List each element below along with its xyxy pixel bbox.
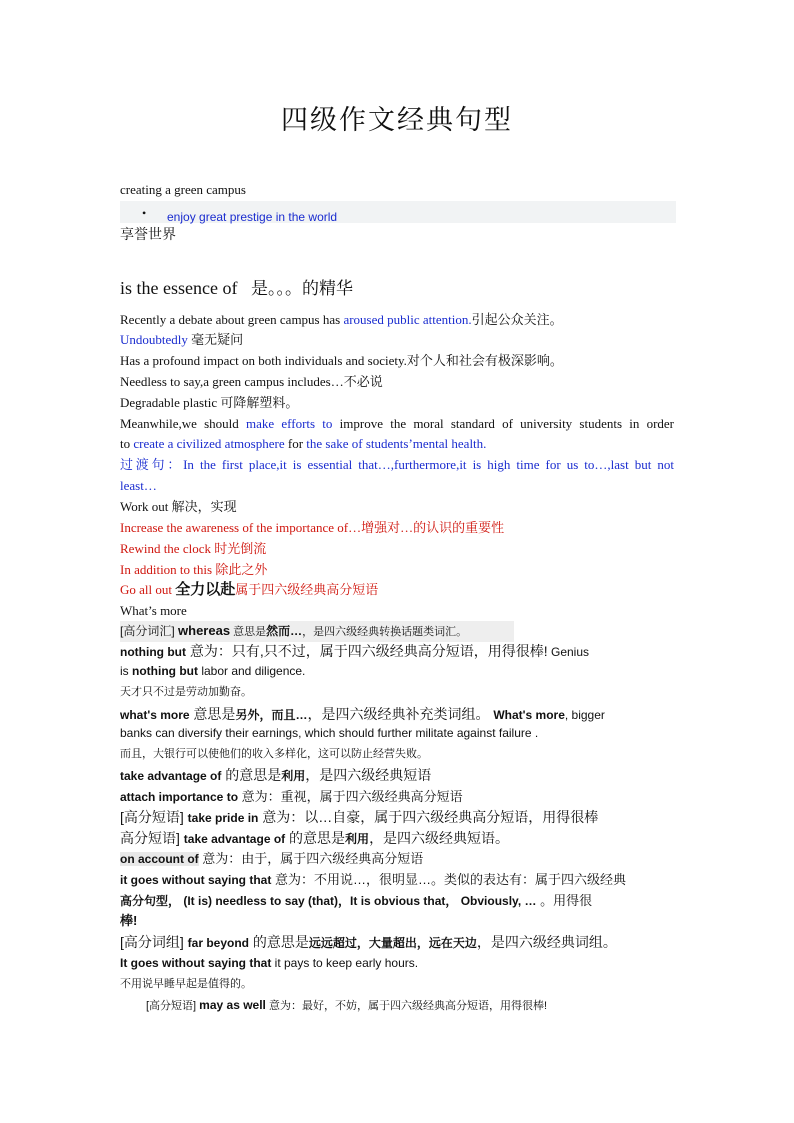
text-line: Work out 解决，实现 — [120, 499, 237, 514]
text-line: [高分词汇] whereas 意思是然而…，是四六级经典转换话题类词汇。 — [120, 621, 514, 642]
bullet-dot-icon: • — [142, 206, 147, 220]
text-line: take advantage of 的意思是利用，是四六级经典短语 — [120, 767, 432, 783]
text-line: 而且，大银行可以使他们的收入多样化，这可以防止经营失败。 — [120, 748, 428, 760]
text-line: Needless to say,a green campus includes…不必说 — [120, 374, 383, 389]
section-heading: is the essence of 是。。。的精华 — [120, 278, 353, 299]
text-line: to create a civilized atmosphere for the sake of students’mental health. — [120, 436, 487, 451]
text-line: It goes without saying that it pays to keep early hours. — [120, 956, 419, 970]
text-line: Recently a debate about green campus has aroused public attention.引起公众关注。 — [120, 312, 563, 327]
text-line: Meanwhile,we should make efforts to improve the moral standard of university students in order — [120, 416, 675, 431]
text-line: [高分词组] far beyond 的意思是远远超过，大量超出，远在天边，是四六级经典词组。 — [120, 934, 617, 950]
text-line: Undoubtedly 毫无疑问 — [120, 332, 244, 347]
text-line: 高分句型， (It is) needless to say (that)，It is obvious that， Obviously, … 。用得很 — [120, 893, 593, 908]
text-line: least… — [120, 478, 157, 493]
text-line: Increase the awareness of the importance of…增强对…的认识的重要性 — [120, 520, 505, 535]
text-line: 享誉世界 — [120, 228, 176, 243]
text-line: nothing but 意为：只有,只不过，属于四六级经典高分短语，用得很棒! Genius — [120, 643, 590, 659]
text-line: [高分短语] may as well 意为：最好，不妨，属于四六级经典高分短语，用得很棒! — [146, 998, 548, 1012]
text-line: creating a green campus — [120, 182, 246, 197]
text-line: 高分短语] take advantage of 的意思是利用，是四六级经典短语。 — [120, 830, 510, 846]
text-line: Has a profound impact on both individuals and society.对个人和社会有极深影响。 — [120, 353, 563, 368]
text-line: is nothing but labor and diligence. — [120, 664, 306, 678]
text-line: [高分短语] take pride in 意为：以…自豪，属于四六级经典高分短语，用得很棒 — [120, 809, 599, 825]
text-line: Rewind the clock 时光倒流 — [120, 541, 267, 556]
text-line: what's more 意思是另外，而且…，是四六级经典补充类词组。 What's more, bigger — [120, 706, 605, 722]
bullet-item: enjoy great prestige in the world — [167, 210, 338, 224]
text-line: it goes without saying that 意为：不用说…，很明显…。类似的表达有：属于四六级经典 — [120, 872, 626, 887]
text-line: attach importance to 意为：重视，属于四六级经典高分短语 — [120, 789, 463, 804]
text-line: 天才只不过是劳动加勤奋。 — [120, 686, 252, 698]
text-line: 过渡句：In the first place,it is essential that…,furthermore,it is high time for us to…,last but not — [120, 457, 674, 472]
document-title: 四级作文经典句型 — [281, 105, 513, 136]
text-line: 不用说早睡早起是值得的。 — [120, 978, 252, 990]
text-line: In addition to this 除此之外 — [120, 562, 268, 577]
text-line: Go all out 全力以赴属于四六级经典高分短语 — [120, 582, 379, 598]
text-line: banks can diversify their earnings, which should further militate against failure . — [120, 726, 539, 740]
text-line: on account of 意为：由于，属于四六级经典高分短语 — [120, 851, 424, 866]
text-line: Degradable plastic 可降解塑料。 — [120, 395, 299, 410]
text-line: 棒! — [120, 913, 138, 928]
text-line: What’s more — [120, 603, 187, 618]
